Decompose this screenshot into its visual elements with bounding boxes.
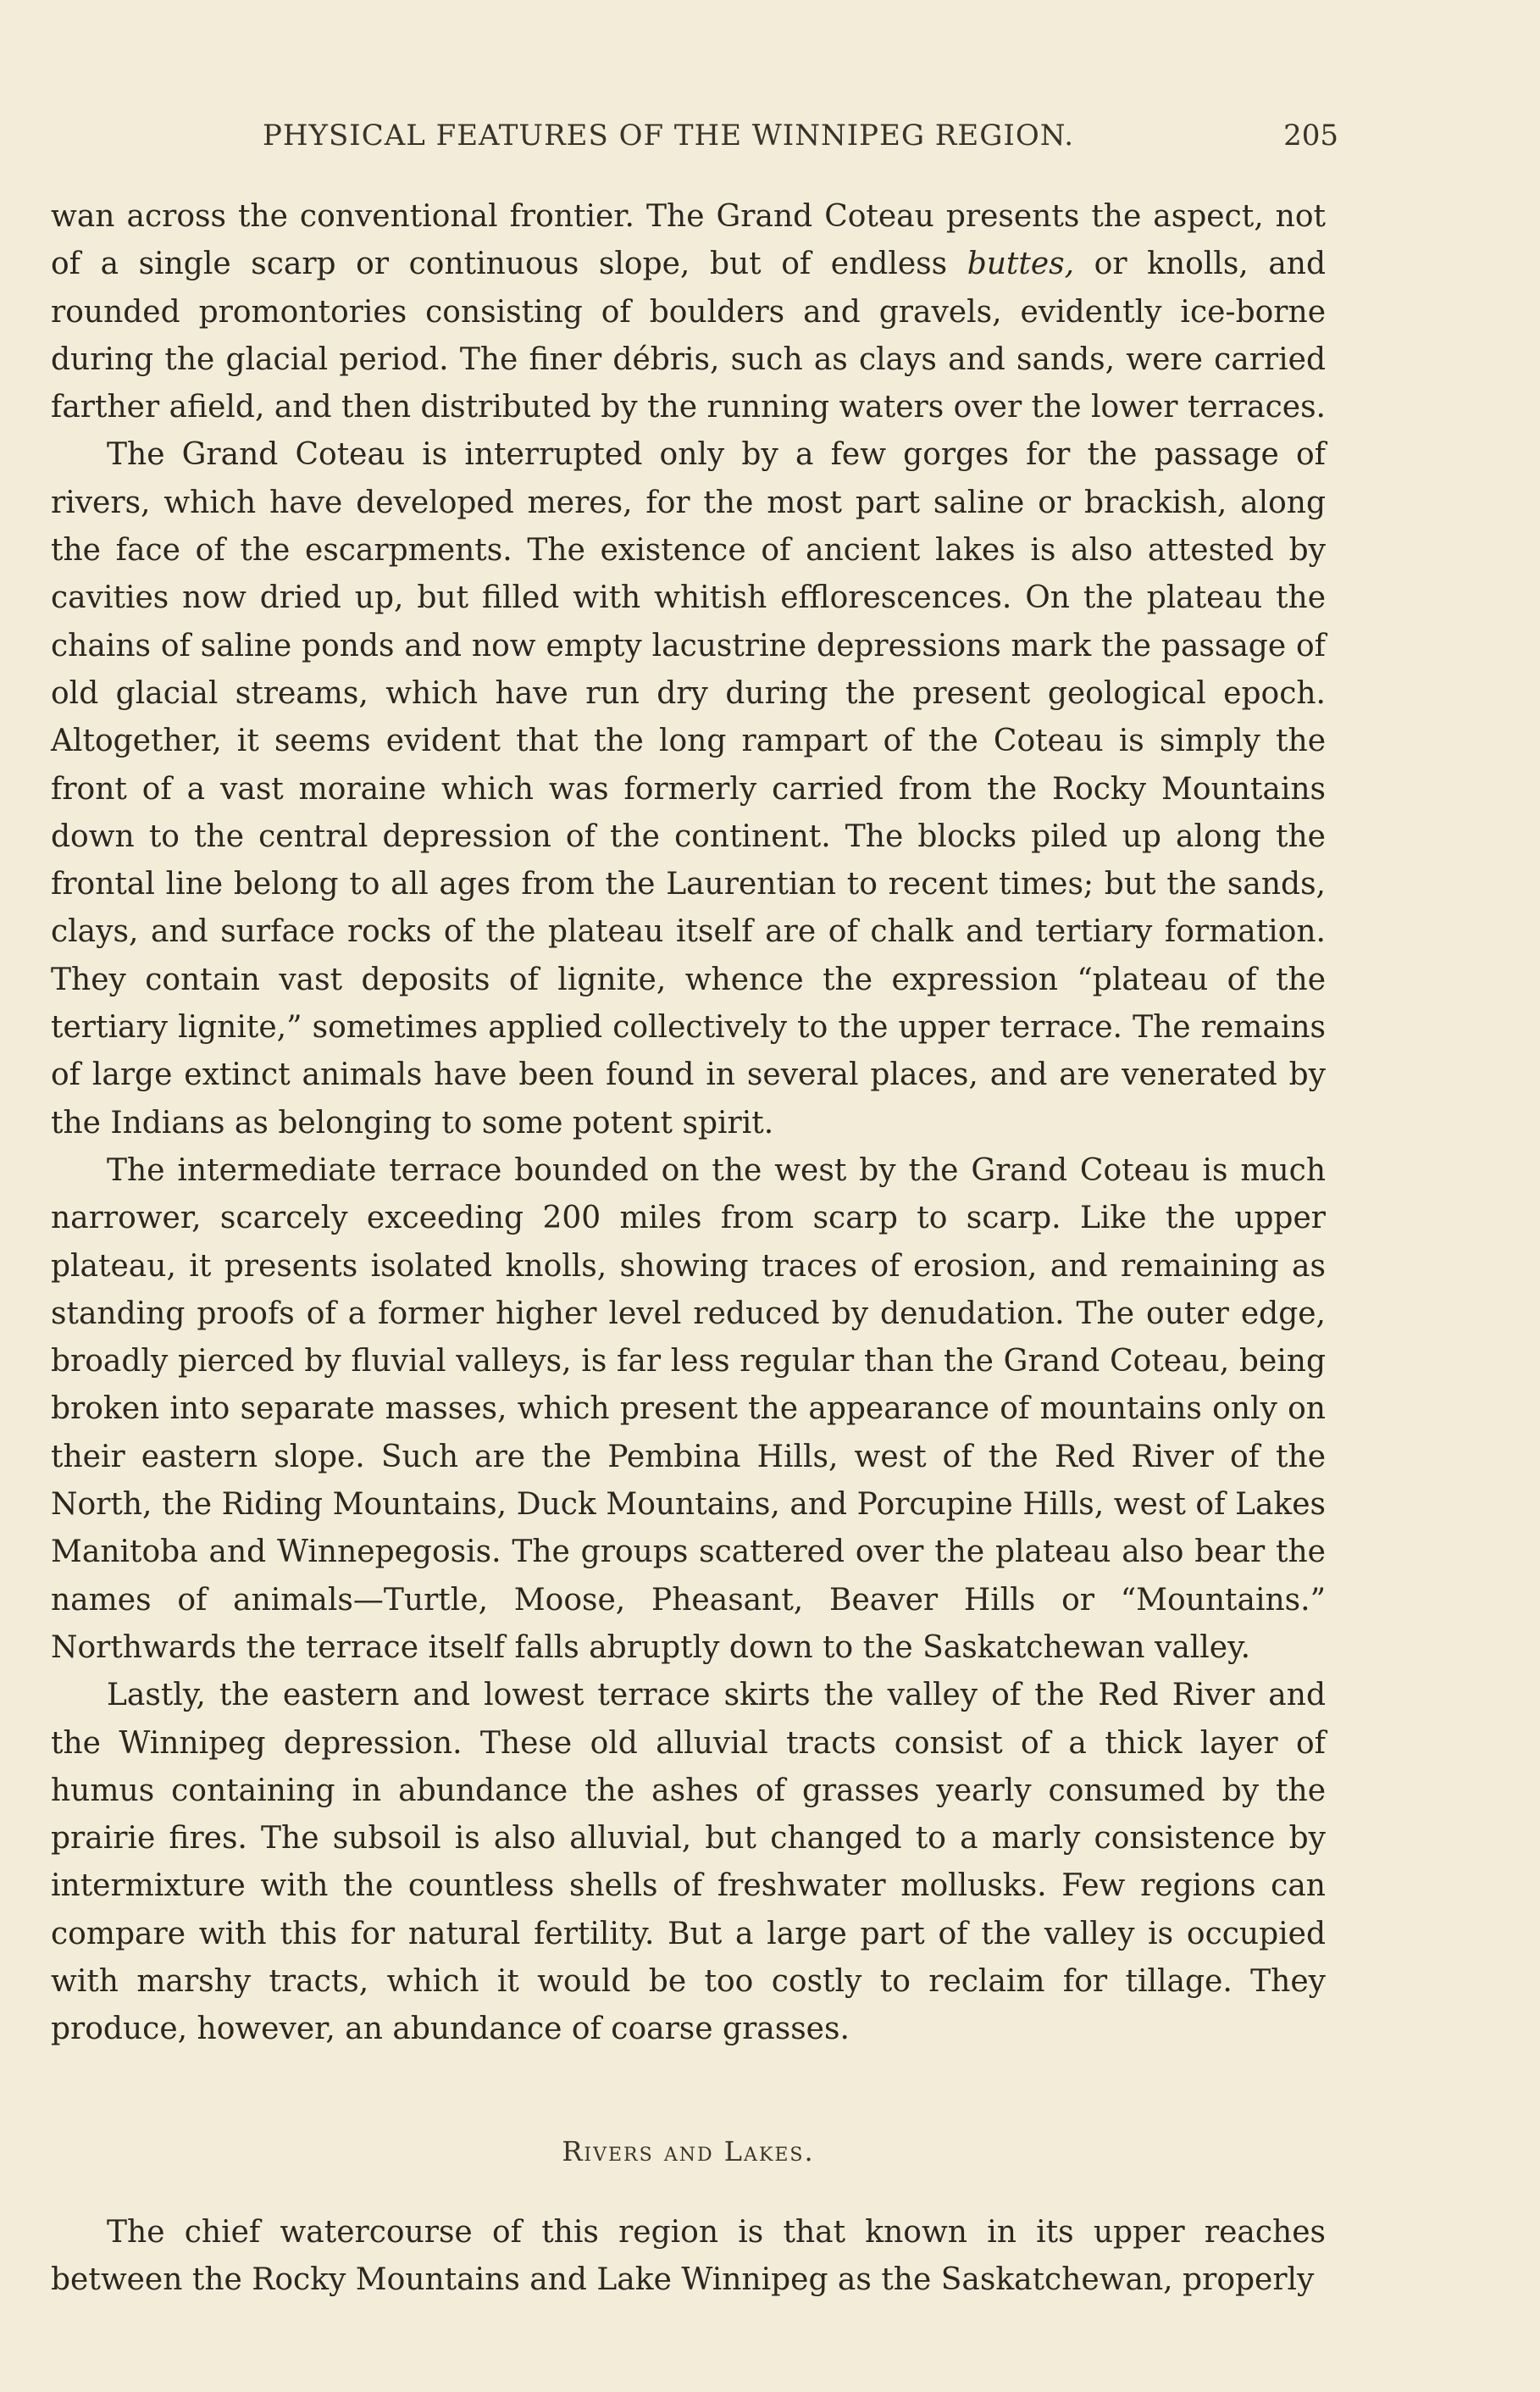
paragraph-5: The chief watercourse of this region is that known in its upper reaches between the Rocky Mountains and Lake Winnipeg as the Saskatchewan, properly <box>51 2215 1326 2298</box>
paragraph-1 <box>51 193 1326 431</box>
page-number: 205 <box>1283 119 1338 153</box>
body-text <box>51 193 1326 2054</box>
running-title: PHYSICAL FEATURES OF THE WINNIPEG REGION. <box>263 119 1075 153</box>
paragraph-3: The intermediate terrace bounded on the west by the Grand Coteau is much narrower, scarcely exceeding 200 miles from scarp to scarp. Like the upper plateau, it presents isolated knolls, showing traces of erosion, and remaining as standing proofs of a former higher level reduced by denudation. The outer edge, broadly pierced by fluvial valleys, is far less regular than the Grand Coteau, being broken into separate masses, which present the appearance of mountains only on their eastern slope. Such are the Pembina Hills, west of the Red River of the North, the Riding Mountains, Duck Mountains, and Porcupine Hills, west of Lakes Manitoba and Winnepegosis. The groups scattered over the plateau also bear the names of animals—Turtle, Moose, Pheasant, Beaver Hills or “Mountains.” Northwards the terrace itself falls abruptly down to the Saskatchewan valley. <box>51 1152 1326 1665</box>
italic-term: buttes, <box>967 247 1075 282</box>
paragraph-4: Lastly, the eastern and lowest terrace skirts the valley of the Red River and the Winnipeg depression. These old alluvial tracts consist of a thick layer of humus containing in abundance the ashes of grasses yearly consumed by the prairie fires. The subsoil is also alluvial, but changed to a marly consistence by intermixture with the countless shells of freshwater mollusks. Few regions can compare with this for natural fertility. But a large part of the valley is occupied with marshy tracts, which it would be too costly to reclaim for tillage. They produce, however, an abundance of coarse grasses. <box>51 1678 1326 2047</box>
paragraph-1-start: wan across the conventional frontier. The Grand Coteau presents the aspect, not of a single scarp or continuous slope, but of endless <box>51 199 1326 282</box>
paragraph-1-end: or knolls, and rounded promontories consisting of boulders and gravels, evidently ice-borne during the glacial period. The finer débris, such as clays and sands, were carried farther afield, and then distributed by the running waters over the lower terraces. <box>51 247 1327 425</box>
section-body <box>51 2209 1326 2305</box>
section-heading: Rivers and Lakes. <box>562 2135 815 2167</box>
paragraph-2: The Grand Coteau is interrupted only by a few gorges for the passage of rivers, which have developed meres, for the most part saline or brackish, along the face of the escarpments. The existence of ancient lakes is also attested by cavities now dried up, but filled with whitish efflorescences. On the plateau the chains of saline ponds and now empty lacustrine depressions mark the passage of old glacial streams, which have run dry during the present geological epoch. Altogether, it seems evident that the long rampart of the Coteau is simply the front of a vast moraine which was formerly carried from the Rocky Mountains down to the central depression of the continent. The blocks piled up along the frontal line belong to all ages from the Laurentian to recent times; but the sands, clays, and surface rocks of the plateau itself are of chalk and tertiary formation. They contain vast deposits of lignite, whence the expression “plateau of the tertiary lignite,” sometimes applied collectively to the upper terrace. The remains of large extinct animals have been found in several places, and are venerated by the Indians as belonging to some potent spirit. <box>51 437 1326 1141</box>
